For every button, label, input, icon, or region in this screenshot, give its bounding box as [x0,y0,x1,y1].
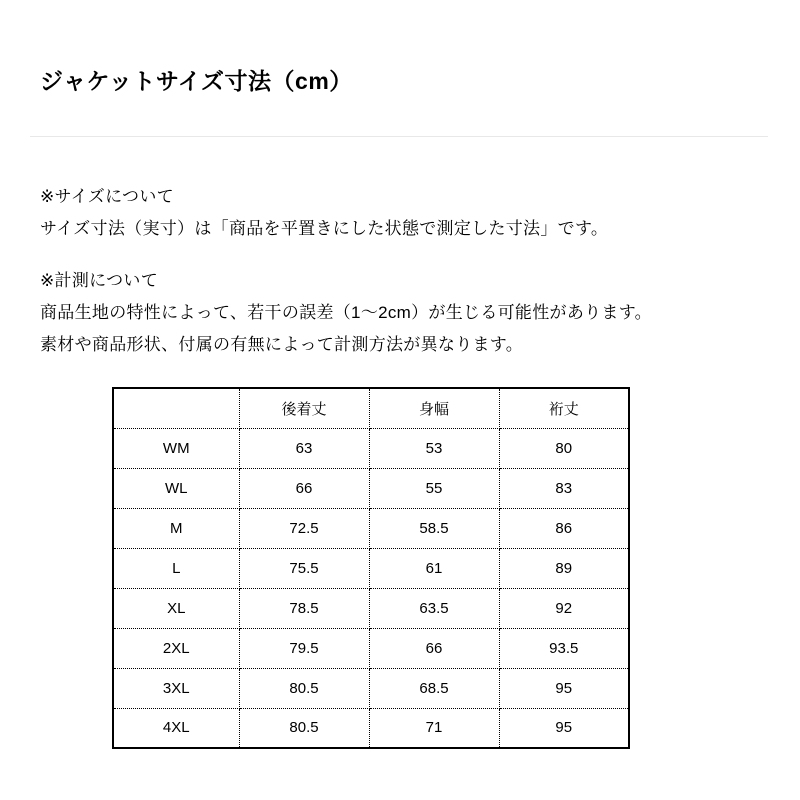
cell-back-length: 63 [239,428,369,468]
column-header-sleeve-length: 裄丈 [499,388,629,428]
cell-back-length: 66 [239,468,369,508]
column-header-body-width: 身幅 [369,388,499,428]
size-label: 2XL [113,628,239,668]
cell-back-length: 78.5 [239,588,369,628]
measure-note-body-2: 素材や商品形状、付属の有無によって計測方法が異なります。 [40,335,524,354]
cell-back-length: 80.5 [239,708,369,748]
size-label: XL [113,588,239,628]
table-row [113,468,629,508]
page-title: ジャケットサイズ寸法（cm） [40,68,353,94]
cell-back-length: 79.5 [239,628,369,668]
cell-back-length: 80.5 [239,668,369,708]
cell-sleeve-length: 92 [499,588,629,628]
size-note-heading: ※サイズについて [40,187,174,206]
table-row [113,508,629,548]
size-table [112,387,630,749]
cell-sleeve-length: 95 [499,668,629,708]
table-row [113,628,629,668]
size-label: 3XL [113,668,239,708]
table-row [113,708,629,748]
size-label: 4XL [113,708,239,748]
cell-body-width: 55 [369,468,499,508]
divider [30,136,768,137]
measure-note-body-1: 商品生地の特性によって、若干の誤差（1〜2cm）が生じる可能性があります。 [40,303,652,322]
size-note-body: サイズ寸法（実寸）は「商品を平置きにした状態で測定した寸法」です。 [40,219,609,238]
cell-sleeve-length: 83 [499,468,629,508]
size-label: WM [113,428,239,468]
cell-body-width: 71 [369,708,499,748]
cell-sleeve-length: 89 [499,548,629,588]
cell-back-length: 75.5 [239,548,369,588]
column-header-back-length: 後着丈 [239,388,369,428]
table-row [113,668,629,708]
cell-back-length: 72.5 [239,508,369,548]
cell-sleeve-length: 80 [499,428,629,468]
table-row [113,428,629,468]
measure-note-block [40,265,760,361]
cell-sleeve-length: 95 [499,708,629,748]
size-note-block [40,181,760,245]
cell-body-width: 61 [369,548,499,588]
cell-body-width: 53 [369,428,499,468]
size-label: L [113,548,239,588]
column-header-blank [113,388,239,428]
cell-body-width: 68.5 [369,668,499,708]
cell-body-width: 63.5 [369,588,499,628]
cell-sleeve-length: 93.5 [499,628,629,668]
measure-note-heading: ※計測について [40,271,159,290]
cell-body-width: 58.5 [369,508,499,548]
size-label: WL [113,468,239,508]
size-label: M [113,508,239,548]
cell-sleeve-length: 86 [499,508,629,548]
table-row [113,548,629,588]
table-header-row [113,388,629,428]
cell-body-width: 66 [369,628,499,668]
table-row [113,588,629,628]
